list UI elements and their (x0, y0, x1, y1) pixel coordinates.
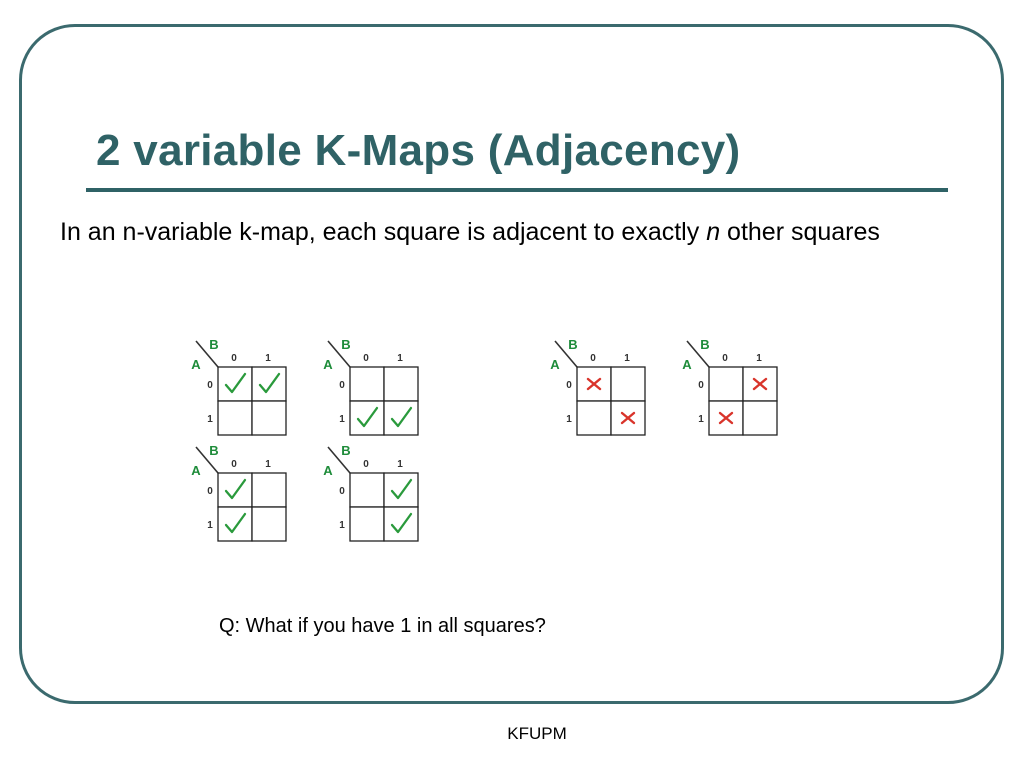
question-text: Q: What if you have 1 in all squares? (219, 615, 546, 637)
kmap-col-header: 0 (363, 459, 369, 470)
body-text-prefix: In an n-variable k-map, each square is adjacent to exactly (60, 218, 707, 246)
kmap-col-header: 0 (231, 353, 237, 364)
kmap-row-variable: A (191, 357, 201, 372)
kmap-col-variable: B (700, 337, 710, 352)
kmap-row-variable: A (191, 463, 201, 478)
kmap-col-header: 1 (397, 353, 403, 364)
kmap-row-header: 0 (566, 380, 572, 391)
kmap-row-header: 1 (698, 414, 704, 425)
kmap-cell (709, 367, 743, 401)
kmap-row-variable: A (682, 357, 692, 372)
kmap-col-variable: B (568, 337, 578, 352)
kmap-graphic (186, 441, 296, 551)
kmap-column-1 (318, 441, 428, 551)
kmap-column-0 (186, 441, 296, 551)
kmap-cell (218, 401, 252, 435)
kmap-row-variable: A (323, 463, 333, 478)
kmap-cell (252, 507, 286, 541)
kmap-col-header: 1 (624, 353, 630, 364)
kmap-col-header: 0 (722, 353, 728, 364)
kmap-graphic (186, 335, 296, 445)
kmap-col-header: 1 (265, 353, 271, 364)
kmap-col-variable: B (209, 337, 219, 352)
kmap-row-header: 0 (339, 380, 345, 391)
kmap-graphic (318, 335, 428, 445)
kmap-cell (252, 473, 286, 507)
kmap-cell (350, 401, 384, 435)
kmap-col-header: 0 (590, 353, 596, 364)
kmap-row-header: 0 (207, 380, 213, 391)
kmap-rows-1 (318, 335, 428, 445)
kmap-col-header: 1 (397, 459, 403, 470)
kmap-row-header: 1 (207, 414, 213, 425)
body-text-suffix: other squares (720, 218, 880, 246)
kmap-cell (218, 507, 252, 541)
kmap-col-variable: B (341, 337, 351, 352)
body-text-variable: n (706, 218, 721, 246)
kmap-row-variable: A (550, 357, 560, 372)
kmap-row-header: 0 (698, 380, 704, 391)
kmap-col-header: 0 (363, 353, 369, 364)
kmap-diagonal (545, 335, 655, 445)
kmap-col-header: 0 (231, 459, 237, 470)
body-text (60, 214, 980, 250)
kmap-cell (384, 401, 418, 435)
kmap-cell (350, 367, 384, 401)
kmap-cell (350, 507, 384, 541)
kmap-row-header: 0 (207, 486, 213, 497)
kmap-cell (743, 401, 777, 435)
kmap-rows-0 (186, 335, 296, 445)
kmap-cell (384, 367, 418, 401)
kmap-col-variable: B (341, 443, 351, 458)
footer-text: KFUPM (507, 724, 567, 743)
kmap-cell (384, 473, 418, 507)
kmap-row-header: 1 (207, 520, 213, 531)
title-underline (86, 188, 948, 192)
kmap-cell (252, 367, 286, 401)
kmap-row-header: 1 (339, 520, 345, 531)
kmap-col-variable: B (209, 443, 219, 458)
kmap-row-header: 1 (339, 414, 345, 425)
kmap-row-header: 1 (566, 414, 572, 425)
kmap-cell (384, 507, 418, 541)
kmap-graphic (318, 441, 428, 551)
kmap-cell (577, 401, 611, 435)
slide-title: 2 variable K-Maps (Adjacency) (96, 126, 741, 175)
kmap-col-header: 1 (756, 353, 762, 364)
kmap-col-header: 1 (265, 459, 271, 470)
kmap-row-header: 0 (339, 486, 345, 497)
kmap-graphic (677, 335, 787, 445)
kmap-cell (218, 367, 252, 401)
kmap-antidiagonal (677, 335, 787, 445)
kmap-cell (252, 401, 286, 435)
kmap-cell (218, 473, 252, 507)
kmap-graphic (545, 335, 655, 445)
kmap-row-variable: A (323, 357, 333, 372)
kmap-cell (350, 473, 384, 507)
kmap-cell (611, 367, 645, 401)
